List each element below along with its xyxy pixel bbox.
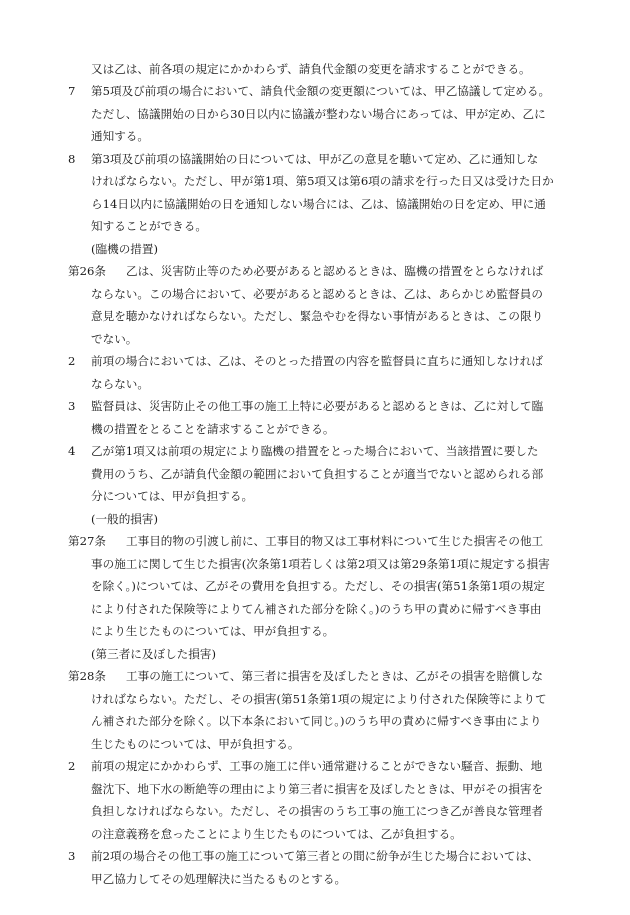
text-line (0, 83, 630, 99)
line-text: 工事の施工について、第三者に損害を及ぼしたときは、乙がその損害を賠償しな (126, 669, 543, 683)
line-text: を除く。)については、乙がその費用を負担する。ただし、その損害(第51条第1項の規定 (91, 579, 545, 593)
line-text: の注意義務を怠ったことにより生じたものについては、乙が負担する。 (91, 827, 462, 841)
text-line (0, 556, 630, 572)
line-text: 監督員は、災害防止その他工事の施工上特に必要があると認めるときは、乙に対して臨 (91, 399, 544, 413)
line-text: により生じたものについては、甲が負担する。 (91, 624, 335, 638)
text-line (0, 668, 630, 684)
line-text: 前2項の場合その他工事の施工について第三者との間に紛争が生じた場合においては、 (91, 849, 539, 863)
text-line (0, 286, 630, 302)
text-line (0, 421, 630, 437)
line-label: 2 (68, 759, 76, 773)
line-text: ら14日以内に協議開始の日を通知しない場合には、乙は、協議開始の日を定め、甲に通 (91, 197, 546, 211)
line-text: ければならない。ただし、甲が第1項、第5項又は第6項の請求を行った日又は受けた日か (91, 174, 554, 188)
heading-line (0, 646, 630, 662)
text-line (0, 736, 630, 752)
line-text: ならない。 (91, 377, 149, 391)
line-text: 生じたものについては、甲が負担する。 (91, 737, 300, 751)
text-line (0, 128, 630, 144)
line-text: ただし、協議開始の日から30日以内に協議が整わない場合にあっては、甲が定め、乙に (91, 107, 546, 121)
text-line (0, 263, 630, 279)
line-text: 分については、甲が負担する。 (91, 489, 254, 503)
line-text: 前項の規定にかかわらず、工事の施工に伴い通常避けることができない騒音、振動、地 (91, 759, 543, 773)
text-line (0, 376, 630, 392)
text-line (0, 196, 630, 212)
line-text: 又は乙は、前各項の規定にかかわらず、請負代金額の変更を請求することができる。 (91, 62, 531, 76)
line-label: 7 (68, 84, 76, 98)
text-line (0, 713, 630, 729)
article-number: 第26条 (68, 264, 106, 278)
text-line (0, 781, 630, 797)
line-text: 事の施工に関して生じた損害(次条第1項若しくは第2項又は第29条第1項に規定する損害 (91, 557, 550, 571)
line-label: 8 (68, 152, 76, 166)
line-text: により付された保険等によりてん補された部分を除く。)のうち甲の責めに帰すべき事由 (91, 602, 542, 616)
text-line (0, 533, 630, 549)
line-text: 知することができる。 (91, 219, 207, 233)
line-text: 第5項及び前項の場合において、請負代金額の変更額については、甲乙協議して定める。 (91, 84, 551, 98)
heading-line (0, 511, 630, 527)
line-label: 4 (68, 444, 76, 458)
text-line (0, 443, 630, 459)
heading-line (0, 241, 630, 257)
text-line (0, 623, 630, 639)
line-text: 意見を聴かなければならない。ただし、緊急やむを得ない事情があるときは、この限り (91, 309, 544, 323)
text-line (0, 691, 630, 707)
article-number: 第27条 (68, 534, 106, 548)
text-line (0, 601, 630, 617)
text-line (0, 106, 630, 122)
line-text: 第3項及び前項の協議開始の日については、甲が乙の意見を聴いて定め、乙に通知しな (91, 152, 539, 166)
line-text: 負担しなければならない。ただし、その損害のうち工事の施工につき乙が善良な管理者 (91, 804, 543, 818)
text-line (0, 848, 630, 864)
section-heading: (一般的損害) (91, 512, 159, 526)
line-label: 3 (68, 849, 76, 863)
text-line (0, 803, 630, 819)
line-text: ならない。この場合において、必要があると認めるときは、乙は、あらかじめ監督員の (91, 287, 543, 301)
text-line (0, 151, 630, 167)
line-text: 盤沈下、地下水の断絶等の理由により第三者に損害を及ぼしたときは、甲がその損害を (91, 782, 544, 796)
text-line (0, 826, 630, 842)
line-text: でない。 (91, 332, 138, 346)
line-text: 乙は、災害防止等のため必要があると認めるときは、臨機の措置をとらなければ (126, 264, 544, 278)
article-number: 第28条 (68, 669, 106, 683)
line-text: ん補された部分を除く。以下本条において同じ。)のうち甲の責めに帰すべき事由により (91, 714, 542, 728)
line-text: 前項の場合においては、乙は、そのとった措置の内容を監督員に直ちに通知しなければ (91, 354, 543, 368)
section-heading: (臨機の措置) (91, 242, 159, 256)
line-text: 工事目的物の引渡し前に、工事目的物又は工事材料について生じた損害その他工 (126, 534, 544, 548)
text-line (0, 61, 630, 77)
text-line (0, 871, 630, 887)
line-text: 機の措置をとることを請求することができる。 (91, 422, 335, 436)
line-text: 甲乙協力してその処理解決に当たるものとする。 (91, 872, 347, 886)
line-text: ければならない。ただし、その損害(第51条第1項の規定により付された保険等によりて (91, 692, 547, 706)
text-line (0, 308, 630, 324)
line-text: 乙が第1項又は前項の規定により臨機の措置をとった場合において、当該措置に要した (91, 444, 539, 458)
section-heading: (第三者に及ぼした損害) (91, 647, 216, 661)
text-line (0, 353, 630, 369)
text-line (0, 173, 630, 189)
line-text: 通知する。 (91, 129, 149, 143)
text-line (0, 398, 630, 414)
line-label: 2 (68, 354, 76, 368)
line-label: 3 (68, 399, 76, 413)
text-line (0, 578, 630, 594)
text-line (0, 218, 630, 234)
text-line (0, 331, 630, 347)
text-line (0, 466, 630, 482)
text-line (0, 758, 630, 774)
line-text: 費用のうち、乙が請負代金額の範囲において負担することが適当でないと認められる部 (91, 467, 544, 481)
text-line (0, 488, 630, 504)
